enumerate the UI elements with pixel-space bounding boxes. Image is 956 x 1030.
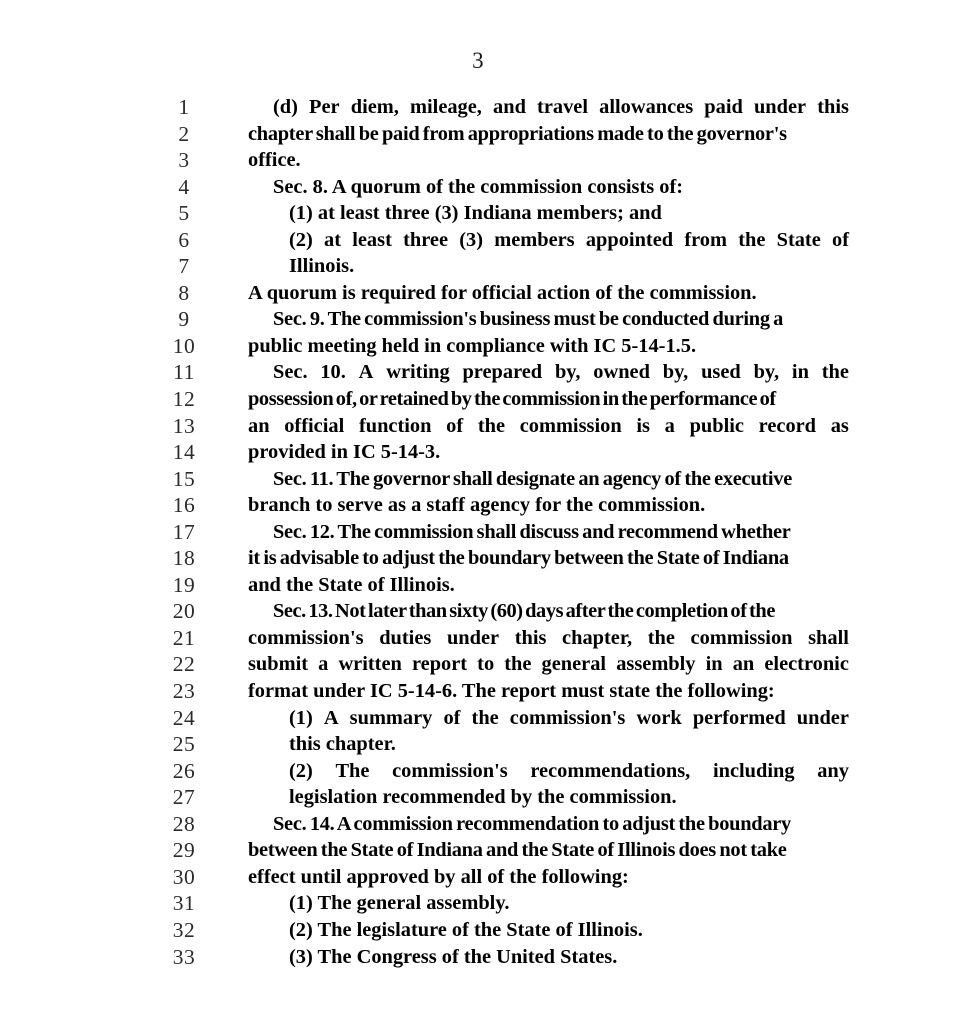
word: mileage, xyxy=(410,96,482,118)
text-line xyxy=(0,439,956,466)
word: prepared xyxy=(462,361,543,384)
text-line xyxy=(0,492,956,519)
word: 10. xyxy=(320,361,346,384)
word: the xyxy=(504,653,532,676)
word: appointed xyxy=(585,228,674,251)
text-line xyxy=(0,227,956,254)
line-text: A quorum is required for official action of the commission. xyxy=(248,281,757,304)
word: in xyxy=(705,653,723,676)
word: general xyxy=(541,653,607,676)
word: a xyxy=(664,414,675,437)
line-number: 22 xyxy=(172,652,196,677)
line-number: 15 xyxy=(172,466,196,491)
word: writing xyxy=(386,361,450,384)
text-line xyxy=(0,758,956,785)
word: performed xyxy=(692,706,786,729)
word: a xyxy=(318,653,329,676)
word: by, xyxy=(662,361,689,384)
line-number: 14 xyxy=(172,440,196,465)
line-number: 33 xyxy=(172,944,196,969)
word: travel xyxy=(537,96,588,118)
word: (d) xyxy=(273,96,298,118)
line-text xyxy=(248,359,849,386)
word: by, xyxy=(753,361,780,384)
text-line xyxy=(0,466,956,493)
word: of xyxy=(832,228,849,251)
text-line xyxy=(0,413,956,440)
word: duties xyxy=(379,626,432,649)
word: owned xyxy=(593,361,650,384)
line-number: 28 xyxy=(172,811,196,836)
line-number: 13 xyxy=(172,413,196,438)
word: the xyxy=(647,626,675,649)
line-number: 5 xyxy=(178,201,190,226)
line-number: 24 xyxy=(172,705,196,730)
line-text: Sec. 9. The commission's business must be conducted during a xyxy=(273,308,784,331)
word: chapter, xyxy=(562,626,633,649)
line-text: it is advisable to adjust the boundary between the State of Indiana xyxy=(248,547,789,570)
word: paid xyxy=(704,96,743,118)
line-text: effect until approved by all of the following: xyxy=(248,865,629,888)
line-number: 18 xyxy=(172,546,196,571)
line-text: (2) The legislature of the State of Illinois. xyxy=(289,918,643,941)
word: this xyxy=(514,626,547,649)
line-number: 29 xyxy=(172,838,196,863)
word: of xyxy=(446,414,464,437)
line-number: 25 xyxy=(172,732,196,757)
word: under xyxy=(796,706,849,729)
word: under xyxy=(446,626,500,649)
word: A xyxy=(323,706,339,729)
line-number: 30 xyxy=(172,864,196,889)
line-text xyxy=(248,651,849,678)
word: public xyxy=(689,414,744,437)
word: as xyxy=(830,414,849,437)
line-text: Sec. 8. A quorum of the commission consists of: xyxy=(273,175,684,198)
line-text: chapter shall be paid from appropriations made to the governor's xyxy=(248,122,787,145)
word: recommendations, xyxy=(530,759,691,782)
word: an xyxy=(248,414,270,437)
line-text xyxy=(248,625,849,652)
text-line xyxy=(0,890,956,917)
text-line xyxy=(0,121,956,148)
word: including xyxy=(712,759,795,782)
word: (1) xyxy=(289,706,313,729)
line-text: office. xyxy=(248,149,301,172)
text-line xyxy=(0,386,956,413)
word: allowances xyxy=(599,96,694,118)
word: members xyxy=(494,228,575,251)
word: assembly xyxy=(616,653,696,676)
word: commission's xyxy=(392,759,508,782)
line-text: (3) The Congress of the United States. xyxy=(289,945,618,968)
line-number: 1 xyxy=(178,95,190,119)
text-line xyxy=(0,944,956,971)
text-line xyxy=(0,94,956,121)
text-line xyxy=(0,784,956,811)
text-line xyxy=(0,200,956,227)
line-text xyxy=(248,413,849,440)
line-text: branch to serve as a staff agency for the commission. xyxy=(248,494,706,517)
line-text: possession of, or retained by the commission in the performance of xyxy=(248,388,776,411)
line-number: 19 xyxy=(172,572,196,597)
text-line xyxy=(0,359,956,386)
text-line xyxy=(0,147,956,174)
word: commission's xyxy=(509,706,626,729)
line-text: provided in IC 5-14-3. xyxy=(248,441,441,464)
line-number: 4 xyxy=(178,174,190,199)
word: least xyxy=(352,228,392,251)
word: diem, xyxy=(350,96,399,118)
line-number: 9 xyxy=(178,307,190,332)
line-text: (1) at least three (3) Indiana members; and xyxy=(289,202,662,225)
line-text: Sec. 12. The commission shall discuss and recommend whether xyxy=(273,520,791,543)
word: Per xyxy=(309,96,340,118)
text-line xyxy=(0,333,956,360)
text-line xyxy=(0,280,956,307)
line-text: Sec. 11. The governor shall designate an agency of the executive xyxy=(273,467,792,490)
word: work xyxy=(636,706,682,729)
text-line xyxy=(0,678,956,705)
text-line xyxy=(0,705,956,732)
word: commission's xyxy=(248,626,364,649)
word: by, xyxy=(554,361,581,384)
word: at xyxy=(324,228,341,251)
line-number: 8 xyxy=(178,280,190,305)
word: the xyxy=(477,414,506,437)
line-text: between the State of Indiana and the State of Illinois does not take xyxy=(248,839,787,862)
word: (3) xyxy=(459,228,483,251)
text-line xyxy=(0,519,956,546)
word: is xyxy=(636,414,650,437)
text-line xyxy=(0,572,956,599)
line-text xyxy=(248,705,849,732)
line-number: 31 xyxy=(172,891,196,916)
word: official xyxy=(284,414,345,437)
text-line xyxy=(0,651,956,678)
line-number: 7 xyxy=(178,254,190,279)
word: an xyxy=(732,653,755,676)
word: record xyxy=(758,414,817,437)
word: shall xyxy=(808,626,849,649)
word: and xyxy=(493,96,526,118)
page-number: 3 xyxy=(472,48,484,73)
line-number: 16 xyxy=(172,493,196,518)
word: three xyxy=(403,228,448,251)
line-text: Illinois. xyxy=(289,255,355,278)
word: A xyxy=(358,361,374,384)
line-text: legislation recommended by the commission. xyxy=(289,786,677,809)
line-number: 26 xyxy=(172,758,196,783)
line-text xyxy=(248,227,849,254)
word: any xyxy=(817,759,849,782)
line-text xyxy=(248,94,849,121)
word: of xyxy=(443,706,461,729)
line-text xyxy=(248,758,849,785)
text-line xyxy=(0,545,956,572)
word: The xyxy=(335,759,370,782)
line-number: 11 xyxy=(173,360,195,385)
word: commission xyxy=(519,414,622,437)
word: electronic xyxy=(764,653,849,676)
word: summary xyxy=(349,706,433,729)
word: from xyxy=(684,228,727,251)
line-text: public meeting held in compliance with IC 5-14-1.5. xyxy=(248,334,697,357)
word: (2) xyxy=(289,228,313,251)
line-number: 21 xyxy=(172,625,196,650)
page-header xyxy=(0,48,956,74)
line-number: 32 xyxy=(172,917,196,942)
word: report xyxy=(411,653,468,676)
text-line xyxy=(0,625,956,652)
word: under xyxy=(753,96,807,118)
text-line xyxy=(0,837,956,864)
line-text: this chapter. xyxy=(289,733,396,756)
word: Sec. xyxy=(273,361,308,384)
word: the xyxy=(821,361,849,384)
word: submit xyxy=(248,653,309,676)
line-text: Sec. 13. Not later than sixty (60) days after the completion of the xyxy=(273,600,775,623)
text-line xyxy=(0,253,956,280)
line-number: 2 xyxy=(178,121,190,146)
line-number: 27 xyxy=(172,785,196,810)
word: State xyxy=(776,228,821,251)
line-number: 17 xyxy=(172,519,196,544)
line-number: 3 xyxy=(178,148,190,173)
word: this xyxy=(817,96,849,118)
line-number: 23 xyxy=(172,679,196,704)
text-line xyxy=(0,731,956,758)
word: to xyxy=(477,653,495,676)
text-line xyxy=(0,306,956,333)
word: the xyxy=(738,228,766,251)
text-line xyxy=(0,598,956,625)
line-text: and the State of Illinois. xyxy=(248,573,455,596)
text-line xyxy=(0,811,956,838)
text-line xyxy=(0,864,956,891)
word: the xyxy=(471,706,499,729)
word: (2) xyxy=(289,759,313,782)
word: function xyxy=(358,414,432,437)
text-line xyxy=(0,917,956,944)
line-number: 10 xyxy=(172,333,196,358)
line-text: format under IC 5-14-6. The report must state the following: xyxy=(248,680,775,703)
line-number: 6 xyxy=(178,227,190,252)
word: used xyxy=(701,361,741,384)
line-number: 20 xyxy=(172,599,196,624)
line-number: 12 xyxy=(172,387,196,412)
word: written xyxy=(338,653,402,676)
word: in xyxy=(791,361,809,384)
line-text: Sec. 14. A commission recommendation to adjust the boundary xyxy=(273,812,791,835)
line-text: (1) The general assembly. xyxy=(289,892,510,915)
text-line xyxy=(0,174,956,201)
word: commission xyxy=(690,626,793,649)
bill-text-body xyxy=(0,94,956,970)
